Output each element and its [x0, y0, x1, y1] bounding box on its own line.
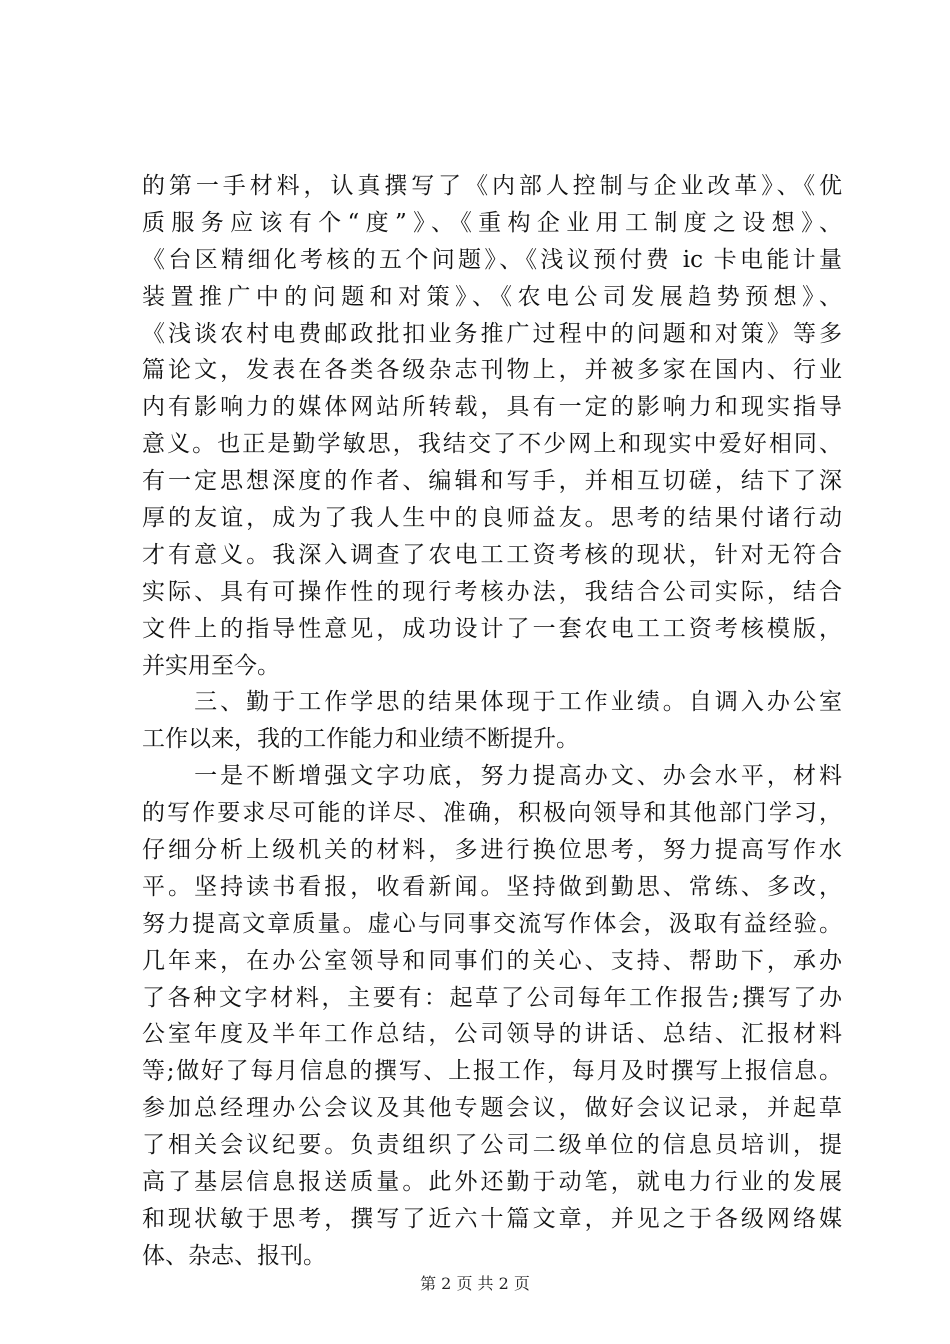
text-line: 努力提高文章质量。虚心与同事交流写作体会，汲取有益经验。 [142, 910, 842, 937]
text-line: 平。坚持读书看报，收看新闻。坚持做到勤思、常练、多改， [142, 873, 842, 900]
text-line: 《浅谈农村电费邮政批扣业务推广过程中的问题和对策》等多 [142, 320, 842, 347]
text-line: 并实用至今。 [142, 652, 280, 679]
text-line: 有一定思想深度的作者、编辑和写手，并相互切磋，结下了深 [142, 468, 842, 495]
text-line: 高了基层信息报送质量。此外还勤于动笔，就电力行业的发展 [142, 1169, 842, 1196]
text-line: 内有影响力的媒体网站所转载，具有一定的影响力和现实指导 [142, 394, 842, 421]
text-line: 几年来，在办公室领导和同事们的关心、支持、帮助下，承办 [142, 947, 842, 974]
text-line: 仔细分析上级机关的材料，多进行换位思考，努力提高写作水 [142, 837, 842, 864]
text-line: 体、杂志、报刊。 [142, 1242, 326, 1269]
text-line: 的第一手材料，认真撰写了《内部人控制与企业改革》、《优 [142, 173, 842, 199]
text-line: 工作以来，我的工作能力和业绩不断提升。 [142, 726, 579, 753]
text-line: 了相关会议纪要。负责组织了公司二级单位的信息员培训，提 [142, 1132, 842, 1159]
text-line: 参加总经理办公会议及其他专题会议，做好会议记录，并起草 [142, 1095, 842, 1122]
page-footer: 第 2 页 共 2 页 [420, 1274, 530, 1293]
text-line: 了各种文字材料，主要有：起草了公司每年工作报告;撰写了办 [142, 984, 842, 1011]
text-line: 实际、具有可操作性的现行考核办法，我结合公司实际，结合 [142, 578, 842, 605]
text-line: 篇论文，发表在各类各级杂志刊物上，并被多家在国内、行业 [142, 357, 842, 384]
text-line: 厚的友谊，成为了我人生中的良师益友。思考的结果付诸行动 [142, 505, 842, 532]
text-line: 公室年度及半年工作总结，公司领导的讲话、总结、汇报材料 [142, 1021, 842, 1048]
text-line: 意义。也正是勤学敏思，我结交了不少网上和现实中爱好相同、 [142, 431, 842, 458]
text-line: 和现状敏于思考，撰写了近六十篇文章，并见之于各级网络媒 [142, 1205, 842, 1232]
text-line: 文件上的指导性意见，成功设计了一套农电工工资考核模版， [142, 615, 842, 642]
text-line: 一是不断增强文字功底，努力提高办文、办会水平，材料 [142, 763, 842, 790]
text-line: 等;做好了每月信息的撰写、上报工作，每月及时撰写上报信息。 [142, 1058, 842, 1085]
text-line: 《台区精细化考核的五个问题》、《浅议预付费 ic 卡电能计量 [142, 246, 842, 273]
text-line: 才有意义。我深入调查了农电工工资考核的现状，针对无符合 [142, 541, 842, 568]
body-text [142, 168, 842, 1275]
text-line: 的写作要求尽可能的详尽、准确，积极向领导和其他部门学习， [142, 800, 842, 827]
text-line: 装置推广中的问题和对策》、《农电公司发展趋势预想》、 [142, 283, 842, 310]
text-line: 三、勤于工作学思的结果体现于工作业绩。自调入办公室 [142, 689, 842, 716]
text-line: 质服务应该有个“度”》、《重构企业用工制度之设想》、 [142, 209, 842, 236]
